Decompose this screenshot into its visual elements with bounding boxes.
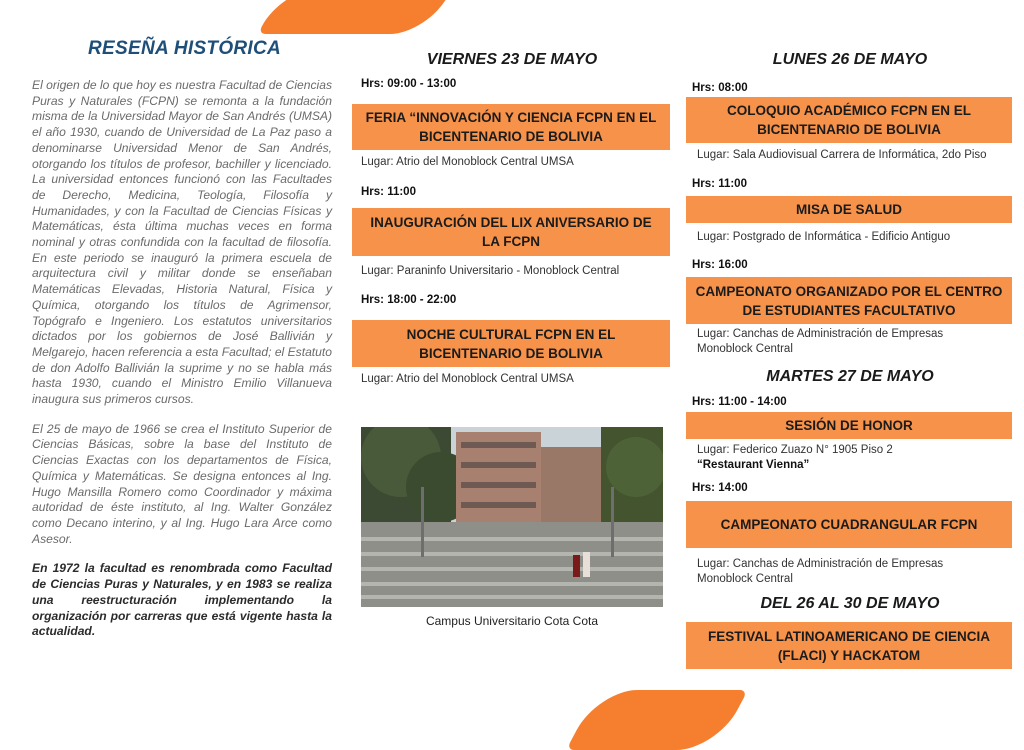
history-paragraph-1: El origen de lo que hoy es nuestra Facultad de Ciencias Puras y Naturales (FCPN) se remonta a la fundación misma de la Universidad Mayor de San Andrés (UMSA) el año 1930, cuando de Universidad de La Paz paso a denominarse Universidad Menor de San Andrés, otorgando los títulos de profesor, bachiller y licenciado. La universidad entonces funcionó con las Facultades de Derecho, Medicina, Teología, Filosofía y Humanidades, y con la Facultad de Ciencias Físicas y Matemáticas, ésta última muchas veces en forma nominal y otras confundida con la facultad de filosofía. En este periodo se inauguró la primera escuela de arquitectura civil y militar donde se enseñaban Matemáticas Elevadas, Historia Natural, Física y Química, otorgando los títulos de Agrimensor, Topógrafo e Ingeniero. Los estatutos universitarios dictados por los gobiernos de José Ballivián y Melgarejo, hacen referencia a esta Facultad; el Estatuto de don Adolfo Ballivián la suprime y no se habla más hasta 1930, cuando el Ministro Emilio Villanueva inaugura sus primeros cursos.: [32, 78, 332, 407]
event-location-address: Lugar: Federico Zuazo N° 1905 Piso 2: [697, 444, 893, 456]
event-hours: Hrs: 08:00: [692, 82, 748, 94]
history-section: [32, 38, 332, 640]
history-title: RESEÑA HISTÓRICA: [88, 38, 282, 59]
campus-photo-illustration: [361, 427, 663, 607]
event-box: FESTIVAL LATINOAMERICANO DE CIENCIA (FLACI) Y HACKATOM: [686, 622, 1012, 669]
decorative-bottom-shape: [566, 690, 748, 750]
event-hours: Hrs: 11:00 - 14:00: [692, 396, 787, 408]
lunes-title: LUNES 26 DE MAYO: [772, 51, 928, 68]
event-box: COLOQUIO ACADÉMICO FCPN EN EL BICENTENARIO DE BOLIVIA: [686, 97, 1012, 143]
event-hours: Hrs: 16:00: [692, 259, 748, 271]
event-box: FERIA “INNOVACIÓN Y CIENCIA FCPN EN EL BICENTENARIO DE BOLIVIA: [352, 104, 670, 150]
event-box: INAUGURACIÓN DEL LIX ANIVERSARIO DE LA FCPN: [352, 208, 670, 256]
event-box: CAMPEONATO ORGANIZADO POR EL CENTRO DE ESTUDIANTES FACULTATIVO: [686, 277, 1012, 324]
event-hours: Hrs: 18:00 - 22:00: [361, 294, 457, 306]
event-location: Lugar: Canchas de Administración de Empresas Monoblock Central: [697, 558, 944, 585]
photo-caption: Campus Universitario Cota Cota: [425, 614, 599, 628]
event-location: Lugar: Postgrado de Informática - Edificio Antiguo: [697, 231, 951, 243]
event-hours: Hrs: 11:00: [692, 178, 747, 190]
event-hours: Hrs: 11:00: [361, 186, 416, 198]
decorative-top-shape: [258, 0, 452, 34]
martes-title: MARTES 27 DE MAYO: [766, 368, 934, 385]
event-box: CAMPEONATO CUADRANGULAR FCPN: [686, 501, 1012, 548]
event-location: Lugar: Canchas de Administración de Empresas Monoblock Central: [697, 328, 944, 355]
event-box: MISA DE SALUD: [686, 196, 1012, 223]
event-location-venue: “Restaurant Vienna”: [697, 459, 810, 471]
event-location: Lugar: Sala Audiovisual Carrera de Informática, 2do Piso: [697, 149, 987, 161]
event-location: Lugar: Atrio del Monoblock Central UMSA: [361, 373, 574, 385]
history-paragraph-3: En 1972 la facultad es renombrada como Facultad de Ciencias Puras y Naturales, y en 1983 se realiza una reestructuración implementando la organización por carreras que está vigente hasta la actualidad.: [32, 561, 332, 639]
event-location: [697, 443, 893, 473]
history-paragraph-2: El 25 de mayo de 1966 se crea el Instituto Superior de Ciencias Básicas, sobre la base del Instituto de Ciencias Exactas con los departamentos de Física, Química y Matemáticas. Se designa entonces al Ing. Hugo Mansilla Romero como Coordinador y máxima autoridad de éste instituto, al Ing. Walter González como Decano interino, y al Ing. Hugo Lara Arce como Asesor.: [32, 421, 332, 546]
event-box: SESIÓN DE HONOR: [686, 412, 1012, 439]
event-hours: Hrs: 14:00: [692, 482, 748, 494]
del-title: DEL 26 AL 30 DE MAYO: [760, 595, 940, 612]
event-location: Lugar: Paraninfo Universitario - Monoblock Central: [361, 265, 620, 277]
event-box: NOCHE CULTURAL FCPN EN EL BICENTENARIO DE BOLIVIA: [352, 320, 670, 367]
viernes-title: VIERNES 23 DE MAYO: [426, 51, 598, 68]
event-location: Lugar: Atrio del Monoblock Central UMSA: [361, 156, 574, 168]
event-hours: Hrs: 09:00 - 13:00: [361, 78, 457, 90]
campus-photo: [361, 427, 663, 607]
